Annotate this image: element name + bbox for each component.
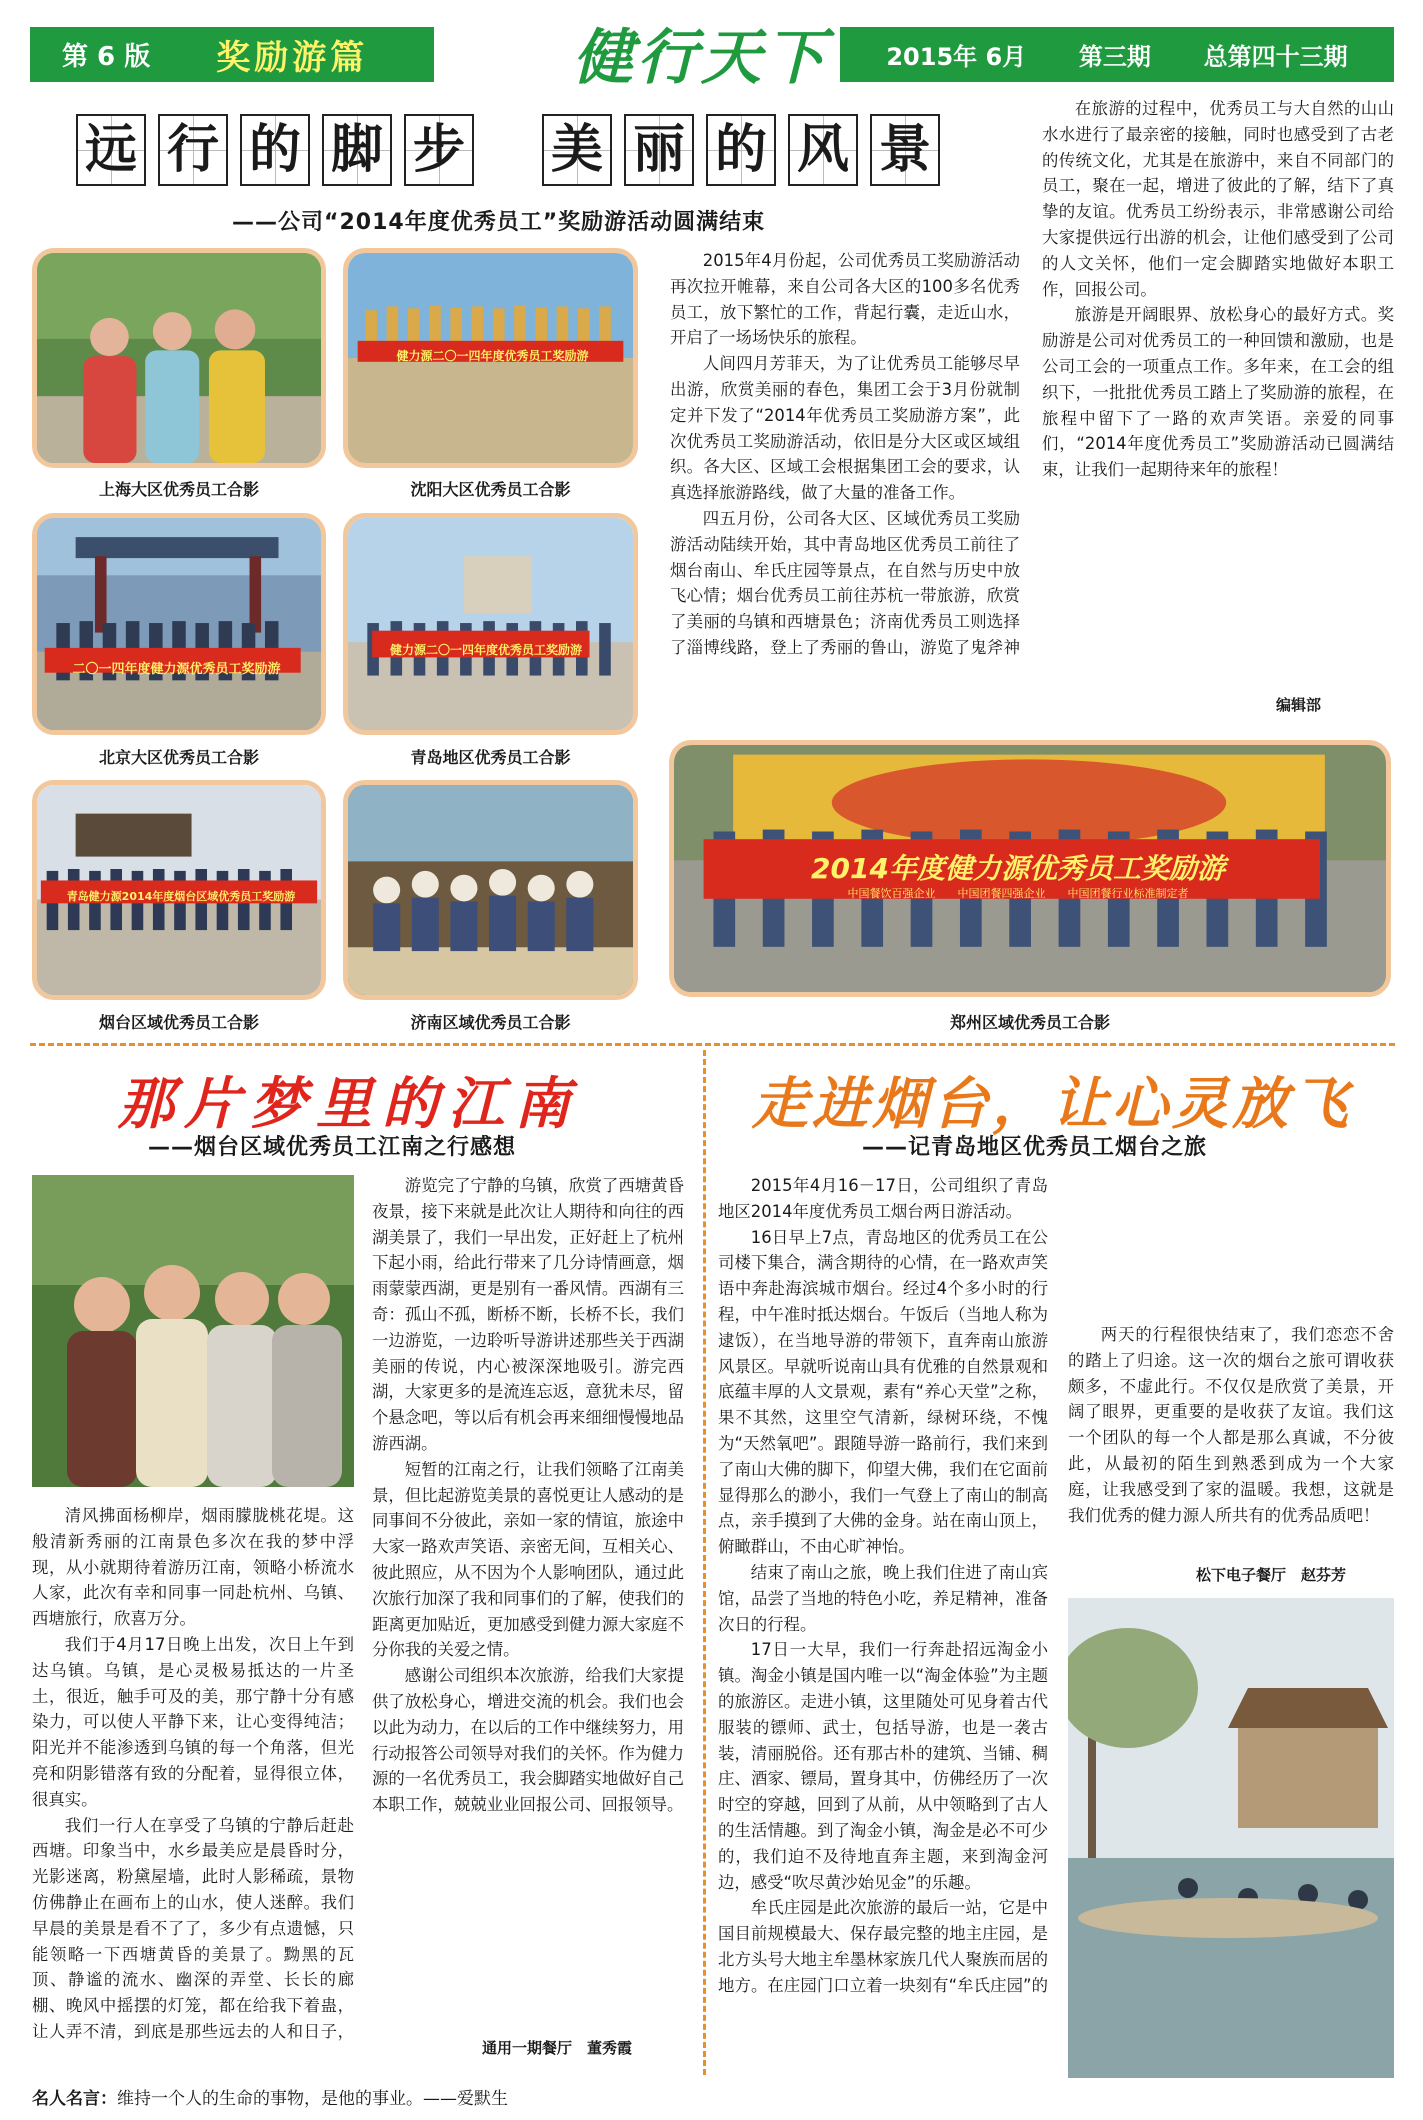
caption-beijing: 北京大区优秀员工合影 [98,748,259,767]
article1-text-col2 [1042,96,1394,483]
photo-qingdao [343,513,638,735]
caption-yantai: 烟台区域优秀员工合影 [98,1013,259,1032]
issue-total: 总第四十三期 [1203,43,1348,71]
paragraph: 在旅游的过程中，优秀员工与大自然的山山水水进行了最亲密的接触，同时也感受到了古老的传统文化，尤其是在旅游中，来自不同部门的员工，聚在一起，增进了彼此的了解，结下了真挚的友谊。优秀员工纷纷表示，非常感谢公司给大家提供远行出游的机会，让他们感受到了公司的人文关怀，他们一定会脚踏实地做好本职工作，回报公司。 [1042,99,1394,299]
caption-qingdao: 青岛地区优秀员工合影 [410,748,571,767]
banner-yantai: 青岛健力源2014年度烟台区域优秀员工奖励游 [66,890,296,903]
banner-qingdao: 健力源二〇一四年度优秀员工奖励游 [389,643,582,657]
article2-signature: 通用一期餐厅 董秀霞 [482,2039,633,2057]
banner-shenyang: 健力源二〇一四年度优秀员工奖励游 [396,349,589,363]
page-number: 第 6 版 [62,42,151,72]
paragraph: 四五月份，公司各大区、区域优秀员工奖励游活动陆续开始，其中青岛地区优秀员工前往了烟台南山、牟氏庄园等景点，在自然与历史中放飞心情；烟台优秀员工前往苏杭一带旅游，欣赏了美丽的乌镇和西塘景色；济南优秀员工则选择了淄博线路，登上了秀丽的鲁山，游览了鬼斧神 [670,508,1020,657]
article3-title: 走进烟台，让心灵放飞 [752,1071,1352,1137]
paragraph: 感谢公司组织本次旅游，给我们大家提供了放松身心，增进交流的机会。我们也会以此为动力，在以后的工作中继续努力，用行动报答公司领导对我们的关怀。作为健力源的一名优秀员工，我会脚踏实地做好自己本职工作，兢兢业业回报公司、回报领导。 [372,1666,684,1815]
caption-zhengzhou: 郑州区域优秀员工合影 [949,1013,1110,1032]
photo-yantai [32,780,326,1000]
title-char: 步 [404,114,474,186]
paragraph: 人间四月芳菲天，为了让优秀员工能够尽早出游，欣赏美丽的春色，集团工会于3月份就制定并下发了“2014年优秀员工奖励游方案”，此次优秀员工奖励游活动，依旧是分大区或区域组织。各大区、区域工会根据集团工会的要求，认真选择旅游路线，做了大量的准备工作。 [670,354,1020,503]
paragraph: 牟氏庄园是此次旅游的最后一站，它是中国目前规模最大、保存最完整的地主庄园，是北方头号大地主牟墨林家族几代人聚族而居的地方。在庄园门口立着一块刻有“牟氏庄园”的 [718,1898,1048,1995]
photo-zhengzhou [669,740,1391,997]
title-char: 丽 [624,114,694,186]
paragraph: 结束了南山之旅，晚上我们住进了南山宾馆，品尝了当地的特色小吃，养足精神，准备次日的行程。 [718,1562,1048,1634]
paragraph: 两天的行程很快结束了，我们恋恋不舍的踏上了归途。这一次的烟台之旅可谓收获颇多，不虚此行。不仅仅是欣赏了美景，开阔了眼界，更重要的是收获了友谊。我们这一个团队的每一个人都是那么真诚，不分彼此，从最初的陌生到熟悉到成为一个大家庭，让我感受到了家的温暖。我想，这就是我们优秀的健力源人所共有的优秀品质吧！ [1068,1325,1394,1525]
article1-subtitle: ——公司“2014年度优秀员工”奖励游活动圆满结束 [232,210,766,235]
paragraph: 我们于4月17日晚上出发，次日上午到达乌镇。乌镇，是心灵极易抵达的一片圣土，很近，触手可及的美，那宁静十分有感染力，可以使人平静下来，让心变得纯洁；阳光并不能渗透到乌镇的每一个角落，但光亮和阴影错落有致的分配着，显得很立体，很真实。 [32,1634,354,1809]
title-char: 的 [706,114,776,186]
issue-period: 第三期 [1078,43,1151,71]
photo-gold-town [1068,1598,1394,2078]
paragraph: 游览完了宁静的乌镇，欣赏了西塘黄昏夜景，接下来就是此次让人期待和向往的西湖美景了，我们一早出发，正好赶上了杭州下起小雨，给此行带来了几分诗情画意，烟雨蒙蒙西湖，更是别有一番风情。西湖有三奇：孤山不孤，断桥不断，长桥不长，我们一边游览，一边聆听导游讲述那些关于西湖美丽的传说，内心被深深地吸引。游完西湖，大家更多的是流连忘返，意犹未尽，留个悬念吧，等以后有机会再来细细慢慢地品游西湖。 [372,1176,684,1453]
banner-zhengzhou-sub: 中国餐饮百强企业 中国团餐四强企业 中国团餐行业标准制定者 [847,887,1189,900]
article3-text-col2 [1068,1322,1394,1528]
vertical-divider [703,1050,706,2075]
paragraph: 2015年4月份起，公司优秀员工奖励游活动再次拉开帷幕，来自公司各大区的100多名优秀员工，放下繁忙的工作，背起行囊，走近山水，开启了一场场快乐的旅程。 [670,251,1020,348]
header-left-bar [30,27,434,82]
paragraph: 短暂的江南之行，让我们领略了江南美景，但比起游览美景的喜悦更让人感动的是同事间不分彼此，亲如一家的情谊，旅途中大家一路欢声笑语、亲密无间，互相关心、彼此照应，从不因为个人影响团队，通过此次旅行加深了我和同事们的了解，使我们的距离更加贴近，更加感受到健力源大家庭不分你我的关爱之情。 [372,1459,684,1660]
paragraph: 清风拂面杨柳岸，烟雨朦胧桃花堤。这般清新秀丽的江南景色多次在我的梦中浮现，从小就期待着游历江南，领略小桥流水人家，此次有幸和同事一同赴杭州、乌镇、西塘旅行，欣喜万分。 [32,1506,354,1629]
article2-title: 那片梦里的江南 [118,1071,580,1137]
article3-signature: 松下电子餐厅 赵芬芳 [1196,1566,1347,1584]
paragraph: 旅游是开阔眼界、放松身心的最好方式。奖励游是公司对优秀员工的一种回馈和激励，也是公司工会的一项重点工作。多年来，在工会的组织下，一批批优秀员工踏上了奖励游的旅程，在旅程中留下了一路的欢声笑语。亲爱的同事们，“2014年度优秀员工”奖励游活动已圆满结束，让我们一起期待来年的旅程！ [1042,305,1394,480]
title-char: 脚 [322,114,392,186]
title-char: 行 [158,114,228,186]
banner-beijing: 二〇一四年度健力源优秀员工奖励游 [72,662,281,677]
title-char: 景 [870,114,940,186]
caption-jinan: 济南区域优秀员工合影 [410,1013,571,1032]
title-char: 远 [76,114,146,186]
article2-text-col1 [32,1503,354,2045]
title-char: 的 [240,114,310,186]
photo-jinan [343,780,638,1000]
section-name: 奖励游篇 [216,38,369,78]
photo-jiangnan [32,1175,354,1487]
photo-shanghai [32,248,326,468]
photo-shenyang [343,248,638,468]
article1-text-col1 [670,248,1020,662]
article1-title [76,114,940,186]
photo-beijing [32,513,326,735]
title-char: 风 [788,114,858,186]
article1-signature: 编辑部 [1276,696,1322,714]
paragraph: 我们一行人在享受了乌镇的宁静后赶赴西塘。印象当中，水乡最美应是晨昏时分，光影迷离，粉黛屋墙，此时人影稀疏，景物仿佛静止在画布上的山水，使人迷醉。我们早晨的美景是看不了了，多少有点遗憾，只能领略一下西塘黄昏的美景了。黝黑的瓦顶、静谧的流水、幽深的弄堂、长长的廊棚、晚风中摇摆的灯笼，都在给我下着蛊，让人弄不清，到底是那些远去的人和日子， [32,1815,354,2041]
footer-label: 名人名言： [32,2089,117,2109]
caption-shanghai: 上海大区优秀员工合影 [98,480,259,499]
paragraph: 2015年4月16－17日，公司组织了青岛地区2014年度优秀员工烟台两日游活动。 [718,1176,1048,1221]
masthead-title: 健行天下 [573,23,829,93]
header-right-bar [840,27,1394,82]
footer-text: 维持一个人的生命的事物，是他的事业。——爱默生 [117,2089,508,2109]
paragraph: 16日早上7点，青岛地区的优秀员工在公司楼下集合，满含期待的心情，在一路欢声笑语中奔赴海滨城市烟台。经过4个多小时的行程，中午准时抵达烟台。午饭后（当地人称为逮饭），在当地导游的带领下，直奔南山旅游风景区。早就听说南山具有优雅的自然景观和底蕴丰厚的人文景观，素有“养心天堂”之称，果不其然，这里空气清新，绿树环绕，不愧为“天然氧吧”。跟随导游一路前行，我们来到了南山大佛的脚下，仰望大佛，我们在它面前显得那么的渺小，我们一气登上了南山的制高点，亲手摸到了大佛的金身。站在南山顶上，俯瞰群山，不由心旷神怡。 [718,1227,1048,1557]
issue-date: 2015年 6月 [886,43,1027,71]
paragraph: 17日一大早，我们一行奔赴招远淘金小镇。淘金小镇是国内唯一以“淘金体验”为主题的旅游区。走进小镇，这里随处可见身着古代服装的镖师、武士，包括导游，也是一袭古装，清丽脱俗。还有那古朴的建筑、当铺、稠庄、酒家、镖局，置身其中，仿佛经历了一次时空的穿越，回到了从前，从中领略到了古人的生活情趣。到了淘金小镇，淘金是必不可少的，我们迫不及待地直奔主题，来到淘金河边，感受“吹尽黄沙始见金”的乐趣。 [718,1640,1048,1892]
article2-subtitle: ——烟台区域优秀员工江南之行感想 [148,1135,517,1160]
footer-quote [32,2084,508,2109]
article3-subtitle: ——记青岛地区优秀员工烟台之旅 [862,1135,1208,1160]
article3-text-col1 [718,1173,1048,1995]
caption-shenyang: 沈阳大区优秀员工合影 [410,480,571,499]
article2-text-col2 [372,1173,684,1818]
banner-zhengzhou: 2014年度健力源优秀员工奖励游 [811,852,1225,885]
horizontal-divider [30,1043,1395,1046]
title-char: 美 [542,114,612,186]
